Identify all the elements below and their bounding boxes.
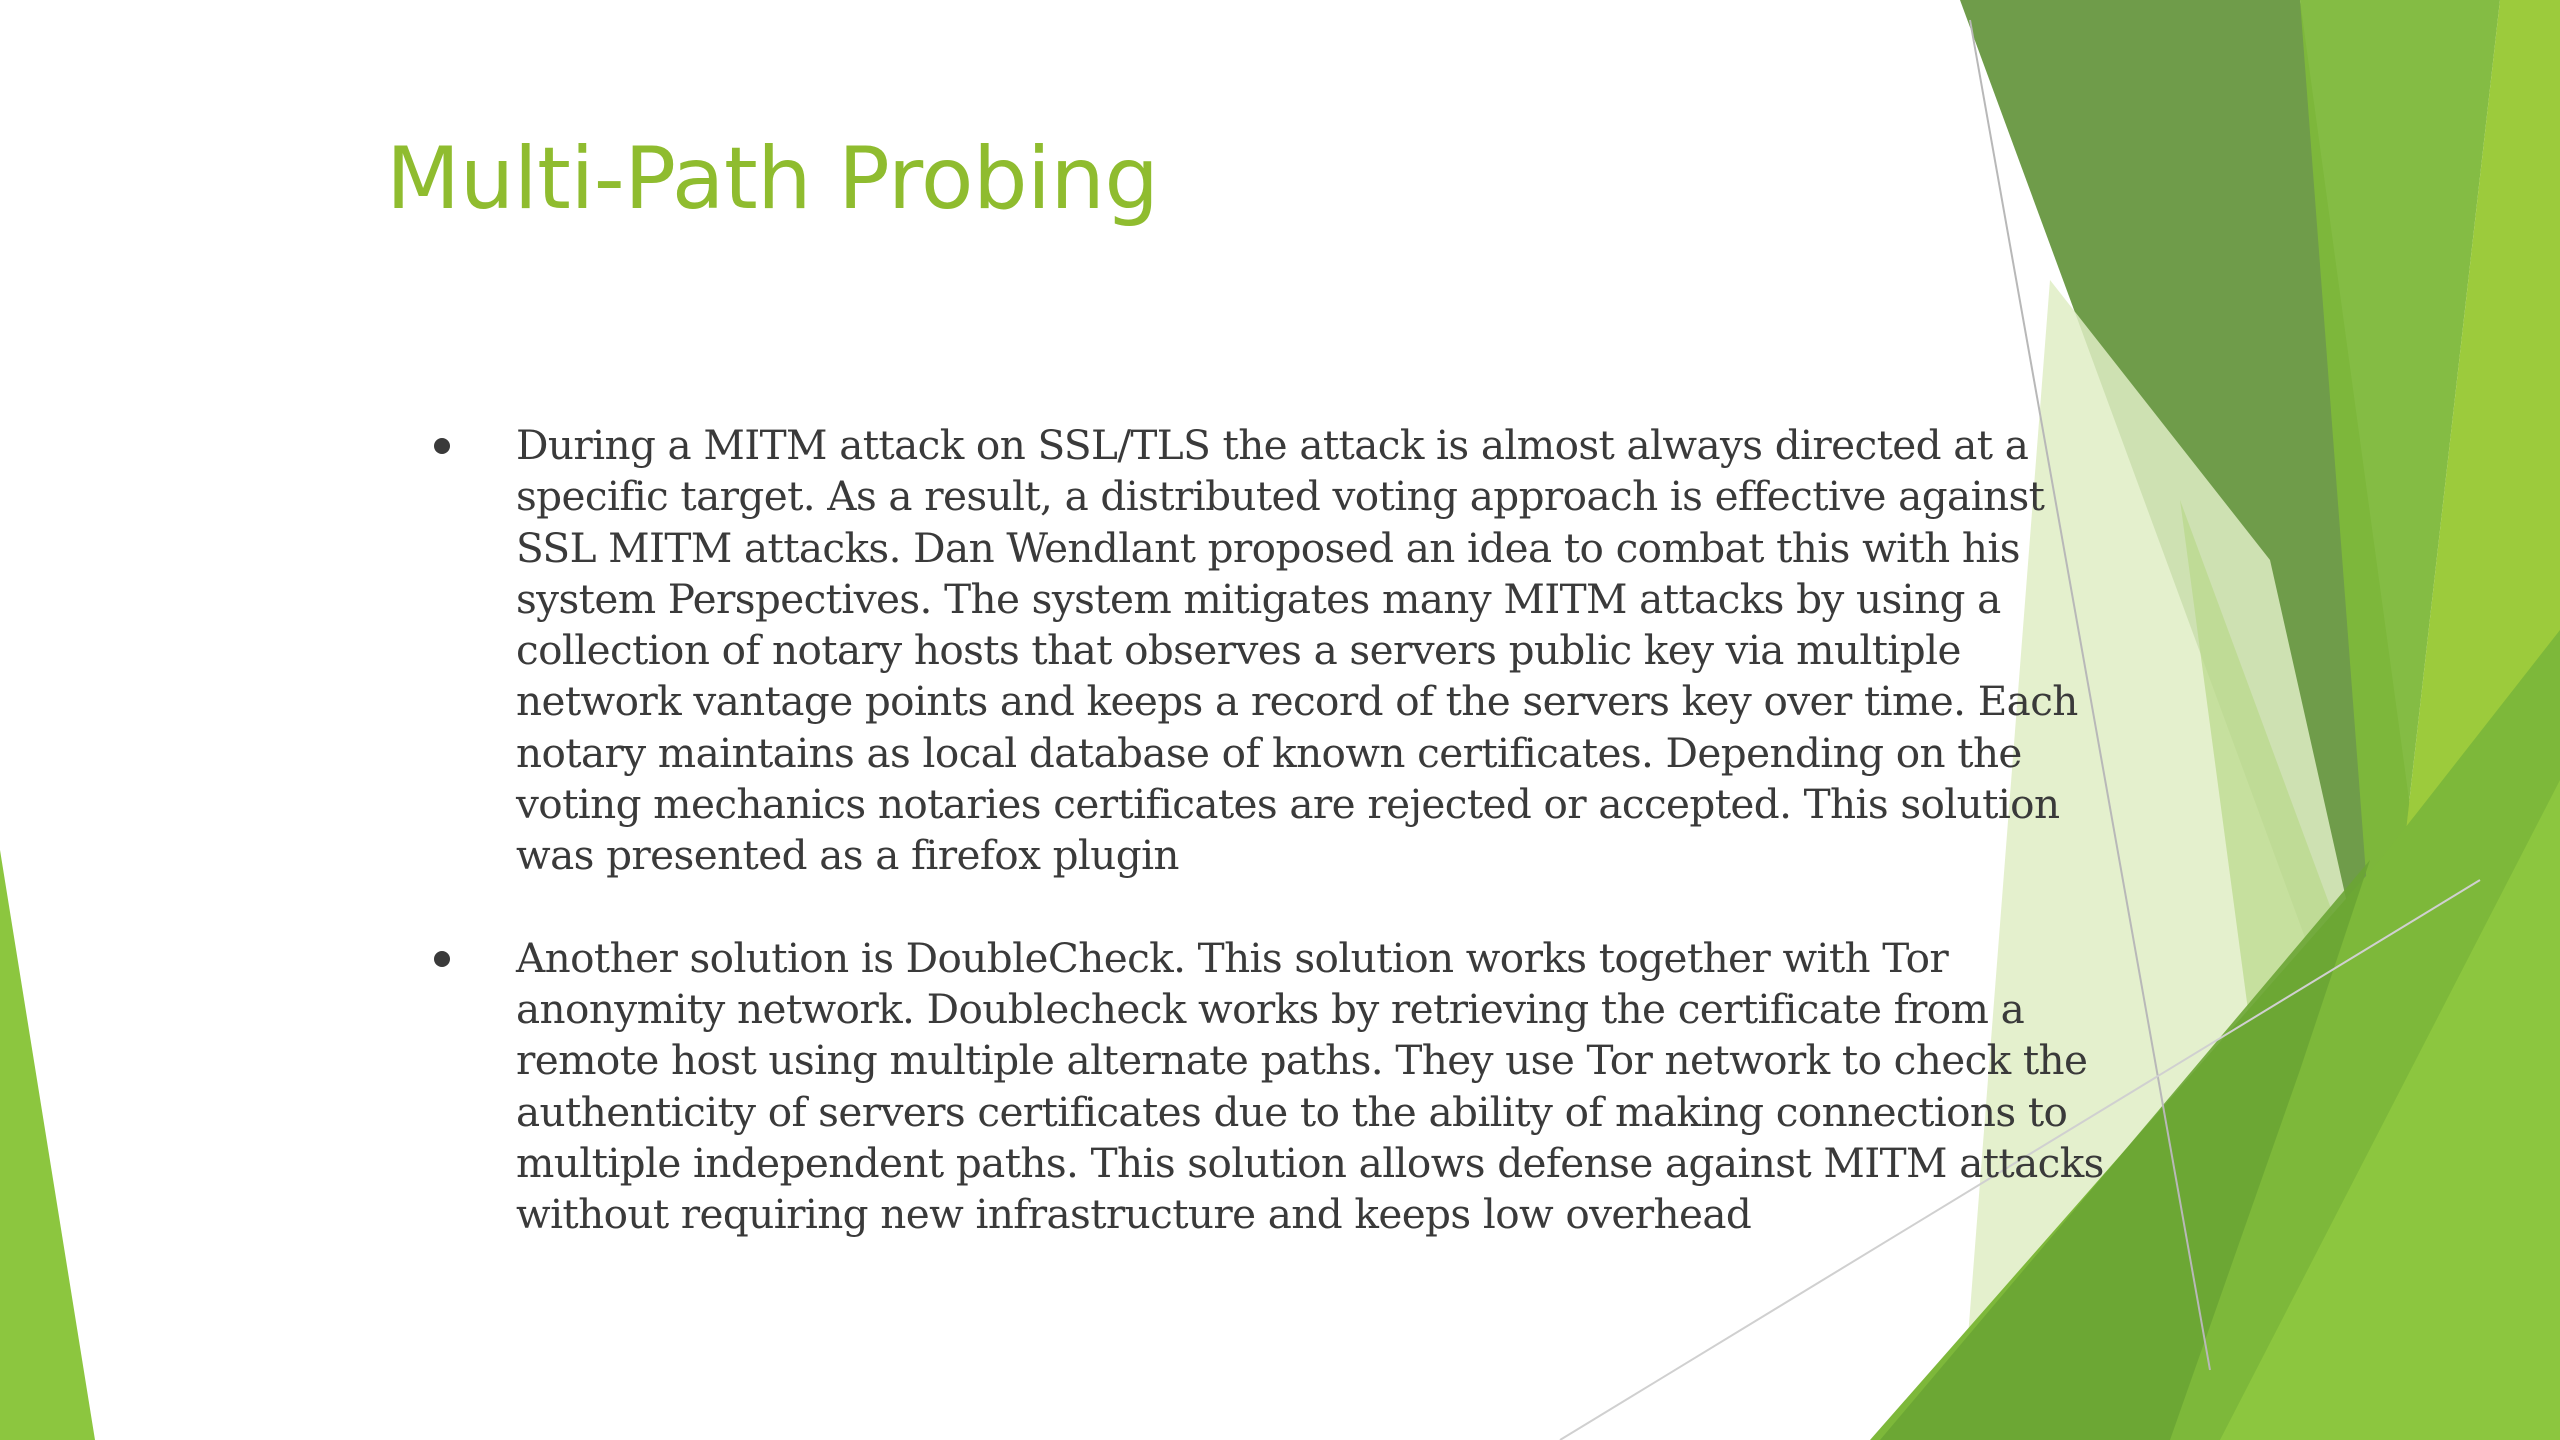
bullet-text: Another solution is DoubleCheck. This solution works together with Tor anonymity network. Doublecheck works by retrieving the certificate from a remote host using multiple alternate paths. They use Tor network to check the authenticity of servers certificates due to the ability of making connections to multiple independent paths. This solution allows defense against MITM attacks without requiring new infrastructure and keeps low overhead (516, 933, 2104, 1239)
bullet-dot-icon (434, 951, 450, 967)
bullet-dot-icon (434, 438, 450, 454)
slide-title: Multi-Path Probing (386, 129, 1159, 229)
bullet-list (386, 420, 2126, 1291)
facet-left-green (0, 850, 95, 1440)
bullet-item (386, 933, 2126, 1241)
bullet-text: During a MITM attack on SSL/TLS the attack is almost always directed at a specific target. As a result, a distributed voting approach is effective against SSL MITM attacks. Dan Wendlant proposed an idea to combat this with his system Perspectives. The system mitigates many MITM attacks by using a collection of notary hosts that observes a servers public key via multiple network vantage points and keeps a record of the servers key over time. Each notary maintains as local database of known certificates. Depending on the voting mechanics notaries certificates are rejected or accepted. This solution was presented as a firefox plugin (516, 421, 2078, 880)
bullet-item (386, 420, 2126, 882)
